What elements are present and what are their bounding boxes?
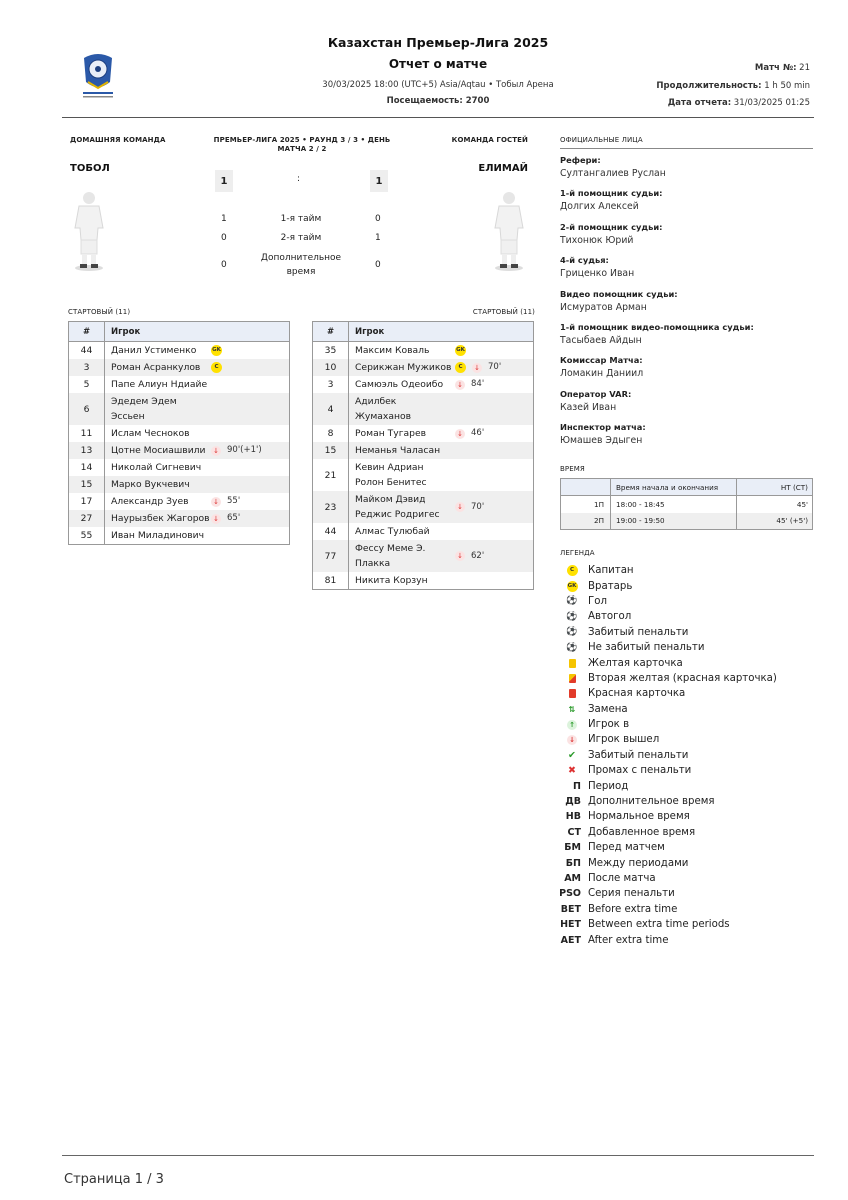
legend-list	[560, 563, 813, 948]
table-row	[313, 376, 534, 393]
player-cell	[349, 442, 534, 459]
legend-item	[560, 625, 813, 640]
player-cell	[105, 459, 290, 476]
official-entry	[560, 222, 813, 255]
substitution-time: 55'	[227, 496, 241, 506]
legend-label: Не забитый пенальти	[588, 642, 705, 654]
player-number: 3	[313, 376, 349, 393]
player-cell	[105, 376, 290, 393]
legend-item	[560, 871, 813, 886]
col-player: Игрок	[349, 322, 534, 342]
official-entry	[560, 155, 813, 188]
substitution-time: 46'	[471, 428, 485, 438]
legend-item	[560, 917, 813, 932]
legend-item	[560, 763, 813, 778]
substitution-time: 65'	[227, 513, 241, 523]
legend-item	[560, 686, 813, 701]
player-out-icon: ↓	[472, 363, 482, 373]
legend-label: Серия пенальти	[588, 888, 675, 900]
goalkeeper-icon: GK	[211, 345, 222, 356]
time-period: 1П	[561, 496, 611, 513]
player-name: Цотне Мосиашвили	[111, 445, 206, 456]
legend-label: Красная карточка	[588, 688, 686, 700]
time-ht: 45'	[737, 496, 813, 513]
substitution-icon: ⇅	[568, 704, 576, 714]
table-row	[313, 523, 534, 540]
legend-abbr: ДВ	[565, 796, 581, 808]
legend-label: Вратарь	[588, 580, 633, 592]
player-name: Ислам Чесноков	[111, 428, 190, 439]
attendance: Посещаемость: 2700	[386, 96, 490, 106]
table-row	[69, 376, 290, 393]
home-kit-icon	[70, 190, 108, 278]
match-datetime-venue: 30/03/2025 18:00 (UTC+5) Asia/Aqtau • Тобыл Арена	[322, 80, 554, 90]
player-number: 27	[69, 510, 105, 527]
player-out-icon: ↓	[211, 514, 221, 524]
col-number: #	[69, 322, 105, 342]
official-name: Гриценко Иван	[560, 268, 635, 280]
player-out-glyph: ↓	[567, 735, 577, 745]
official-name: Исмуратов Арман	[560, 301, 647, 313]
table-row	[313, 342, 534, 360]
legend-label: Between extra time periods	[588, 919, 730, 931]
report-title: Казахстан Премьер-Лига 2025	[327, 35, 549, 50]
legend-item	[560, 778, 813, 793]
captain-icon: C	[455, 362, 466, 373]
player-number: 77	[313, 540, 349, 572]
away-score: 1	[370, 170, 388, 192]
player-in-icon	[560, 720, 584, 730]
period-2-away: 1	[375, 233, 381, 243]
player-out-icon: ↓	[211, 446, 221, 456]
player-number: 55	[69, 527, 105, 545]
penalty-scored-icon: ⚽	[566, 627, 578, 638]
player-number: 6	[69, 393, 105, 425]
goalkeeper-icon: GK	[455, 345, 466, 356]
player-number: 15	[69, 476, 105, 493]
table-row	[69, 393, 290, 425]
player-name: Наурызбек Жагоров	[111, 513, 210, 524]
time-col-times: Время начала и окончания	[611, 479, 737, 496]
official-name: Ломакин Даниил	[560, 368, 644, 380]
table-row	[69, 459, 290, 476]
official-name: Долгих Алексей	[560, 201, 639, 213]
table-row	[69, 442, 290, 459]
time-table	[560, 478, 813, 530]
home-team-label: ДОМАШНЯЯ КОМАНДА	[70, 136, 166, 144]
legend-item	[560, 655, 813, 670]
table-row	[313, 393, 534, 425]
official-role: Видео помощник судьи:	[560, 288, 678, 299]
table-row	[313, 540, 534, 572]
red-card-icon	[560, 689, 584, 698]
table-row	[69, 425, 290, 442]
player-cell	[105, 393, 290, 425]
time-range: 18:00 - 18:45	[611, 496, 737, 513]
officials-title: ОФИЦИАЛЬНЫЕ ЛИЦА	[560, 136, 643, 144]
col-player: Игрок	[105, 322, 290, 342]
header-divider	[62, 117, 814, 118]
legend-abbr: BET	[560, 903, 581, 915]
table-row	[313, 425, 534, 442]
away-lineup-title: СТАРТОВЫЙ (11)	[472, 308, 535, 316]
check-icon: ✔	[568, 749, 576, 761]
player-name: Серикжан Мужиков	[355, 362, 452, 373]
legend-label: Капитан	[588, 565, 634, 577]
official-entry	[560, 389, 813, 422]
legend-label: After extra time	[588, 934, 669, 946]
official-role: Рефери:	[560, 155, 601, 165]
table-row	[313, 572, 534, 590]
legend-label: Забитый пенальти	[588, 749, 689, 761]
legend-label: Before extra time	[588, 903, 678, 915]
substitution-time: 70'	[471, 501, 485, 512]
officials-divider	[560, 148, 813, 149]
player-cell	[105, 359, 290, 376]
legend-item	[560, 825, 813, 840]
table-row	[69, 527, 290, 545]
player-name: Роман Асранкулов	[111, 362, 201, 373]
legend-abbr: БМ	[564, 842, 581, 854]
away-kit-icon	[490, 190, 528, 278]
legend-item	[560, 855, 813, 870]
player-number: 44	[313, 523, 349, 540]
player-cell	[349, 572, 534, 590]
legend-title: ЛЕГЕНДА	[560, 549, 595, 557]
player-name: Адилбек Жумаханов	[355, 396, 412, 422]
yellow-card-icon	[560, 659, 584, 668]
own-goal-icon: ⚽	[566, 611, 578, 622]
official-entry	[560, 355, 813, 388]
player-name: Фессу Меме Э. Плакка	[355, 543, 426, 569]
player-number: 35	[313, 342, 349, 360]
player-in-glyph: ↑	[567, 720, 577, 730]
official-name: Тихонюк Юрий	[560, 234, 634, 246]
player-name: Александр Зуев	[111, 496, 189, 507]
player-name: Алмас Тулюбай	[355, 526, 430, 537]
official-role: Комиссар Матча:	[560, 355, 643, 366]
away-team-label: КОМАНДА ГОСТЕЙ	[451, 136, 528, 144]
official-role: 1-й помощник видео-помощника судьи:	[560, 321, 754, 332]
player-cell	[349, 342, 534, 360]
away-lineup-table	[312, 321, 534, 590]
player-name: Иван Миладинович	[111, 530, 205, 541]
legend-abbr: АМ	[564, 873, 581, 884]
official-entry	[560, 322, 813, 355]
score-separator: :	[297, 174, 301, 184]
substitution-time: 90'(+1')	[227, 445, 262, 455]
table-row	[313, 359, 534, 376]
official-entry	[560, 188, 813, 221]
player-number: 44	[69, 342, 105, 360]
legend-abbr: HET	[560, 919, 581, 931]
time-range: 19:00 - 19:50	[611, 513, 737, 530]
table-row	[69, 493, 290, 510]
official-role: 4-й судья:	[560, 255, 609, 266]
goal-icon: ⚽	[566, 596, 578, 607]
report-subtitle: Отчет о матче	[388, 57, 488, 71]
official-role: 2-й помощник судьи:	[560, 221, 663, 232]
legend-item	[560, 594, 813, 609]
legend-label: Забитый пенальти	[588, 626, 689, 638]
round-info: ПРЕМЬЕР-ЛИГА 2025 • РАУНД 3 / 3 • ДЕНЬ МАТЧА 2 / 2	[213, 136, 391, 153]
legend-item	[560, 732, 813, 747]
table-row	[69, 359, 290, 376]
player-number: 8	[313, 425, 349, 442]
player-name: Максим Коваль	[355, 345, 430, 356]
player-name: Самюэль Одеоибо	[355, 379, 444, 390]
period-1-away: 0	[375, 214, 381, 224]
substitution-time: 62'	[471, 550, 485, 561]
period-et-label: Дополнительное время	[260, 253, 342, 277]
legend-item	[560, 640, 813, 655]
player-out-icon: ↓	[211, 497, 221, 507]
period-et-away: 0	[375, 260, 381, 270]
legend-item	[560, 702, 813, 717]
captain-icon-badge: C	[567, 565, 578, 576]
player-cell	[349, 359, 534, 376]
legend-label: Игрок вышел	[588, 734, 660, 746]
legend-label: Желтая карточка	[588, 657, 683, 669]
legend-item	[560, 902, 813, 917]
player-cell	[105, 527, 290, 545]
legend-item	[560, 794, 813, 809]
time-title: ВРЕМЯ	[560, 465, 585, 473]
legend-item	[560, 932, 813, 947]
official-name: Султангалиев Руслан	[560, 168, 666, 179]
legend-label: После матча	[588, 873, 656, 884]
player-name: Никита Корзун	[355, 575, 428, 586]
legend-label: Автогол	[588, 611, 632, 623]
match-duration: Продолжительность: 1 h 50 min	[656, 81, 810, 91]
official-name: Казей Иван	[560, 401, 617, 413]
player-number: 4	[313, 393, 349, 425]
official-name: Юмашев Эдыген	[560, 435, 643, 447]
official-entry	[560, 255, 813, 288]
player-cell	[349, 376, 534, 393]
player-name: Кевин Адриан Ролон Бенитес	[355, 462, 427, 488]
player-cell	[349, 491, 534, 523]
legend-label: Игрок в	[588, 719, 630, 731]
table-row	[69, 476, 290, 493]
player-name: Николай Сигневич	[111, 462, 202, 473]
home-team-name: ТОБОЛ	[70, 163, 110, 174]
table-row	[69, 342, 290, 360]
report-date: Дата отчета: 31/03/2025 01:25	[667, 98, 810, 108]
player-name: Неманья Чаласан	[355, 445, 441, 456]
table-row	[313, 459, 534, 491]
legend-label: Добавленное время	[588, 826, 696, 838]
table-row	[69, 510, 290, 527]
legend-label: Перед матчем	[588, 842, 665, 854]
player-cell	[349, 393, 534, 425]
player-cell	[105, 425, 290, 442]
player-name: Папе Алиун Ндиайе	[111, 379, 208, 390]
home-score: 1	[215, 170, 233, 192]
player-name: Майком Дэвид Реджис Родригес	[355, 494, 440, 520]
official-entry	[560, 422, 813, 455]
official-entry	[560, 289, 813, 322]
period-1-label: 1-я тайм	[280, 214, 322, 224]
player-number: 81	[313, 572, 349, 590]
legend-label: Гол	[588, 595, 607, 607]
legend-item	[560, 840, 813, 855]
period-2-home: 0	[221, 233, 227, 243]
player-number: 11	[69, 425, 105, 442]
match-number: Матч №: 21	[754, 63, 810, 73]
goalkeeper-icon	[560, 581, 584, 592]
player-name: Данил Устименко	[111, 345, 197, 356]
legend-item	[560, 886, 813, 901]
table-row	[313, 442, 534, 459]
legend-abbr: СТ	[567, 826, 581, 838]
second-yellow-icon	[560, 674, 584, 683]
time-col-period	[561, 479, 611, 496]
page-number: Страница 1 / 3	[64, 1172, 164, 1187]
legend-abbr: П	[573, 780, 581, 792]
legend-abbr: НВ	[565, 811, 581, 823]
official-role: Инспектор матча:	[560, 422, 646, 433]
penalty-missed-icon: ⚽	[566, 642, 578, 653]
player-cell	[105, 476, 290, 493]
footer-divider	[62, 1155, 814, 1156]
player-out-icon: ↓	[455, 429, 465, 439]
player-number: 14	[69, 459, 105, 476]
player-out-icon: ↓	[455, 551, 465, 561]
legend-item	[560, 748, 813, 763]
period-1-home: 1	[221, 214, 227, 224]
legend-abbr: AET	[560, 934, 581, 946]
substitution-time: 70'	[488, 362, 502, 372]
player-out-icon: ↓	[455, 502, 465, 512]
player-cell	[349, 540, 534, 572]
legend-label: Промах с пенальти	[588, 765, 692, 777]
player-number: 15	[313, 442, 349, 459]
legend-label: Период	[588, 780, 629, 792]
legend-abbr: БП	[565, 857, 581, 869]
officials-list	[560, 155, 813, 456]
legend-item	[560, 717, 813, 732]
legend-label: Нормальное время	[588, 811, 690, 823]
player-name: Эдедем Эдем Эссьен	[111, 396, 177, 422]
home-lineup-table	[68, 321, 290, 545]
home-lineup-title: СТАРТОВЫЙ (11)	[68, 308, 131, 316]
legend-abbr: PSO	[559, 888, 581, 900]
period-et-home: 0	[221, 260, 227, 270]
legend-item	[560, 809, 813, 824]
legend-item	[560, 563, 813, 578]
official-role: 1-й помощник судьи:	[560, 188, 663, 199]
legend-label: Замена	[588, 703, 628, 715]
official-name: Тасыбаев Айдын	[560, 334, 642, 346]
legend-label: Дополнительное время	[588, 796, 715, 808]
player-out-icon: ↓	[455, 380, 465, 390]
player-cell	[105, 510, 290, 527]
player-number: 5	[69, 376, 105, 393]
official-role: Оператор VAR:	[560, 388, 632, 399]
player-out-icon	[560, 735, 584, 745]
col-number: #	[313, 322, 349, 342]
player-cell	[105, 493, 290, 510]
legend-item	[560, 609, 813, 624]
captain-icon: C	[211, 362, 222, 373]
player-number: 23	[313, 491, 349, 523]
player-number: 17	[69, 493, 105, 510]
table-row	[313, 491, 534, 523]
time-period: 2П	[561, 513, 611, 530]
legend-label: Вторая желтая (красная карточка)	[588, 672, 777, 684]
player-cell	[349, 459, 534, 491]
player-number: 3	[69, 359, 105, 376]
player-name: Марко Вукчевич	[111, 479, 190, 490]
away-team-name: ЕЛИМАЙ	[478, 163, 528, 174]
period-2-label: 2-я тайм	[280, 233, 322, 243]
player-cell	[349, 523, 534, 540]
player-name: Роман Тугарев	[355, 428, 427, 439]
player-cell	[349, 425, 534, 442]
player-cell	[105, 342, 290, 360]
time-ht: 45' (+5')	[737, 513, 813, 530]
time-col-ht: HT (CT)	[737, 479, 813, 496]
substitution-time: 84'	[471, 379, 485, 389]
cross-icon: ✖	[568, 765, 576, 777]
player-number: 21	[313, 459, 349, 491]
player-cell	[105, 442, 290, 459]
legend-label: Между периодами	[588, 857, 689, 869]
player-number: 10	[313, 359, 349, 376]
player-number: 13	[69, 442, 105, 459]
legend-item	[560, 671, 813, 686]
captain-icon	[560, 565, 584, 576]
legend-item	[560, 578, 813, 593]
goalkeeper-icon-badge: GK	[567, 581, 578, 592]
